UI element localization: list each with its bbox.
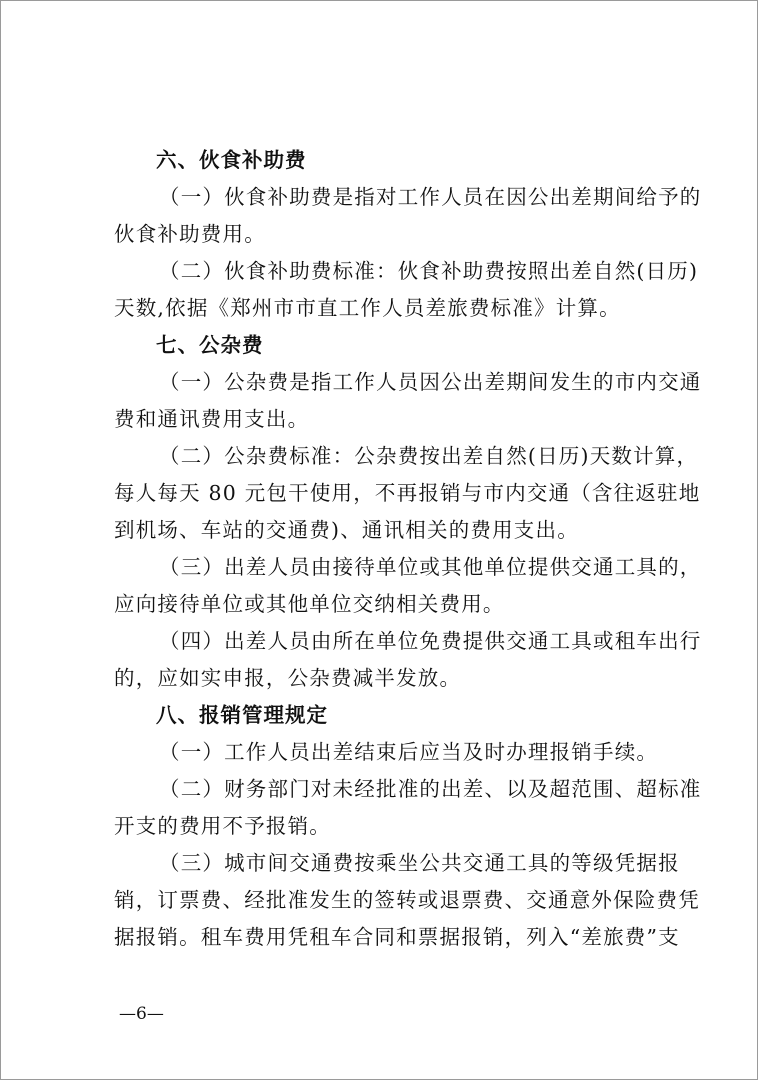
section-heading-8: 八、报销管理规定: [156, 703, 328, 727]
paragraph-line: 费和通讯费用支出。: [114, 407, 310, 431]
paragraph-line: （三）城市间交通费按乘坐公共交通工具的等级凭据报: [159, 851, 680, 875]
paragraph-line: （二）伙食补助费标准：伙食补助费按照出差自然(日历): [159, 259, 699, 283]
paragraph-line: 的，应如实申报，公杂费减半发放。: [114, 666, 462, 690]
paragraph-line: 开支的费用不予报销。: [114, 814, 331, 838]
paragraph-line: （二）公杂费标准：公杂费按出差自然(日历)天数计算，: [159, 444, 699, 468]
paragraph-line: 应向接待单位或其他单位交纳相关费用。: [114, 592, 505, 616]
paragraph-line: （四）出差人员由所在单位免费提供交通工具或租车出行: [159, 629, 702, 653]
page-number: —6—: [119, 1004, 164, 1024]
paragraph-line: 每人每天 80 元包干使用，不再报销与市内交通（含往返驻地: [114, 481, 701, 505]
paragraph-line: （一）伙食补助费是指对工作人员在因公出差期间给予的: [159, 185, 702, 209]
paragraph-line: 天数,依据《郑州市市直工作人员差旅费标准》计算。: [114, 296, 621, 320]
section-heading-7: 七、公杂费: [156, 333, 264, 357]
section-heading-6: 六、伙食补助费: [156, 148, 307, 172]
paragraph-line: （一）工作人员出差结束后应当及时办理报销手续。: [159, 740, 659, 764]
paragraph-line: 伙食补助费用。: [114, 222, 266, 246]
paragraph-line: （一）公杂费是指工作人员因公出差期间发生的市内交通: [159, 370, 702, 394]
paragraph-line: 到机场、车站的交通费)、通讯相关的费用支出。: [114, 518, 579, 542]
paragraph-line: 销，订票费、经批准发生的签转或退票费、交通意外保险费凭: [114, 888, 700, 912]
paragraph-line: （二）财务部门对未经批准的出差、以及超范围、超标准: [159, 777, 702, 801]
paragraph-line: （三）出差人员由接待单位或其他单位提供交通工具的，: [159, 555, 702, 579]
paragraph-line: 据报销。租车费用凭租车合同和票据报销，列入“差旅费”支: [114, 925, 680, 949]
